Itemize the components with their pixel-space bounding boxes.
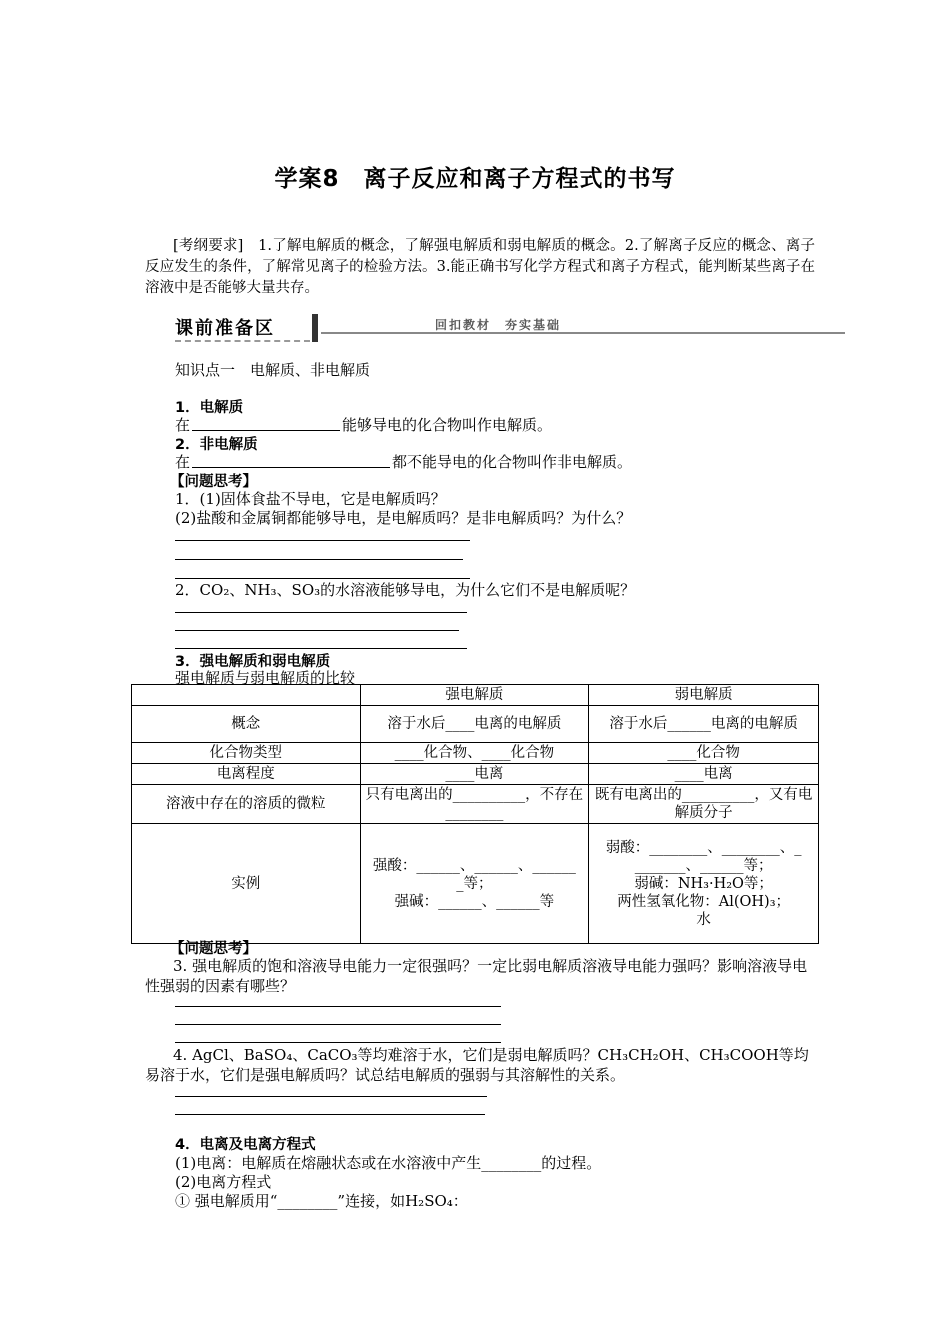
answer-line — [175, 1006, 501, 1007]
answer-line — [175, 630, 459, 631]
table-cell: ____化合物、____化合物 — [360, 743, 589, 764]
answer-line — [175, 1042, 501, 1043]
section-1-text-b: 能够导电的化合物叫作电解质。 — [342, 416, 553, 434]
section-4-heading: 4．电离及电离方程式 — [175, 1137, 316, 1153]
example-weak-line: 弱酸：________、________、_ — [605, 839, 802, 856]
knowledge-point-title: 知识点一 电解质、非电解质 — [175, 361, 371, 379]
example-strong-line: 强酸：______、______、______ — [372, 857, 576, 874]
header-weak: 弱电解质 — [589, 685, 819, 706]
answer-line — [175, 1114, 485, 1115]
answer-line — [175, 612, 467, 613]
row-label: 化合物类型 — [132, 743, 361, 764]
banner-divider — [312, 314, 318, 342]
answer-line — [175, 1024, 501, 1025]
question-2: 2．CO₂、NH₃、SO₃的水溶液能够导电，为什么它们不是电解质呢？ — [175, 581, 636, 599]
question-think-heading: 【问题思考】 — [170, 941, 257, 957]
table-cell: 只有电离出的__________，不存在________ — [360, 785, 589, 824]
question-think-heading: 【问题思考】 — [170, 474, 257, 490]
section-banner — [175, 314, 845, 344]
answer-line — [175, 559, 463, 560]
table-cell: ____电离 — [589, 764, 819, 785]
section-2-text-a: 在 — [175, 453, 191, 471]
banner-right-label: 回扣教材 夯实基础 — [435, 318, 562, 332]
blank-line — [192, 430, 340, 431]
section-1-text-a: 在 — [175, 416, 191, 434]
example-strong-line: 强碱：______、______等 — [394, 893, 555, 910]
section-2-text-b: 都不能导电的化合物叫作非电解质。 — [392, 453, 633, 471]
section-4-line-3: ① 强电解质用“________”连接，如H₂SO₄： — [175, 1192, 468, 1210]
blank-line — [192, 467, 390, 468]
table-cell: 溶于水后____电离的电解质 — [360, 706, 589, 743]
table-row — [132, 685, 819, 706]
exam-requirements: [考纲要求] 1.了解电解质的概念，了解强电解质和弱电解质的概念。2.了解离子反应的概念、离子反应发生的条件，了解常见离子的检验方法。3.能正确书写化学方程式和离子方程式，能判断某些离子在溶液中是否能够大量共存。 — [145, 238, 815, 296]
table-caption: 强电解质与弱电解质的比较 — [175, 669, 356, 687]
question-1a: 1．(1)固体食盐不导电，它是电解质吗？ — [175, 490, 446, 508]
banner-left-label: 课前准备区 — [175, 314, 310, 342]
question-4: 4. AgCl、BaSO₄、CaCO₃等均难溶于水，它们是弱电解质吗？CH₃CH₂OH、CH₃COOH等均易溶于水，它们是强电解质吗？试总结电解质的强弱与其溶解性的关系。 — [145, 1046, 809, 1084]
example-weak-line: 弱碱：NH₃·H₂O等； — [634, 875, 773, 892]
table-row — [132, 743, 819, 764]
table-cell — [132, 685, 361, 706]
table-row — [132, 824, 819, 944]
table-cell — [589, 824, 819, 944]
section-1-heading: 1．电解质 — [175, 400, 244, 416]
example-weak-line: 两性氢氧化物：Al(OH)₃； — [617, 893, 791, 910]
header-strong: 强电解质 — [360, 685, 589, 706]
section-3-heading: 3．强电解质和弱电解质 — [175, 654, 331, 670]
banner-rule — [321, 332, 845, 334]
page-title: 学案8 离子反应和离子方程式的书写 — [274, 166, 676, 192]
table-cell: 溶于水后______电离的电解质 — [589, 706, 819, 743]
table-row — [132, 706, 819, 743]
table-cell: 既有电离出的__________，又有电解质分子 — [589, 785, 819, 824]
example-weak-line: _______、______等； — [634, 857, 773, 874]
answer-line — [175, 1096, 487, 1097]
question-3: 3. 强电解质的饱和溶液导电能力一定很强吗？一定比弱电解质溶液导电能力强吗？影响溶液导电性强弱的因素有哪些？ — [145, 957, 808, 995]
row-label: 电离程度 — [132, 764, 361, 785]
answer-line — [175, 540, 470, 541]
section-4-line-2: (2)电离方程式 — [175, 1173, 272, 1191]
example-strong-line: _等； — [456, 875, 493, 892]
table-cell: ____电离 — [360, 764, 589, 785]
table-row — [132, 785, 819, 824]
question-1b: (2)盐酸和金属铜都能够导电，是电解质吗？是非电解质吗？为什么？ — [175, 509, 632, 527]
answer-line — [175, 648, 467, 649]
row-label: 溶液中存在的溶质的微粒 — [132, 785, 361, 824]
example-weak-line: 水 — [696, 911, 711, 928]
section-4-line-1: (1)电离：电解质在熔融状态或在水溶液中产生________的过程。 — [175, 1154, 602, 1172]
table-cell: ____化合物 — [589, 743, 819, 764]
section-2-heading: 2．非电解质 — [175, 437, 258, 453]
table-cell — [360, 824, 589, 944]
row-label: 概念 — [132, 706, 361, 743]
electrolyte-comparison-table — [131, 684, 819, 944]
table-row — [132, 764, 819, 785]
row-label: 实例 — [132, 824, 361, 944]
